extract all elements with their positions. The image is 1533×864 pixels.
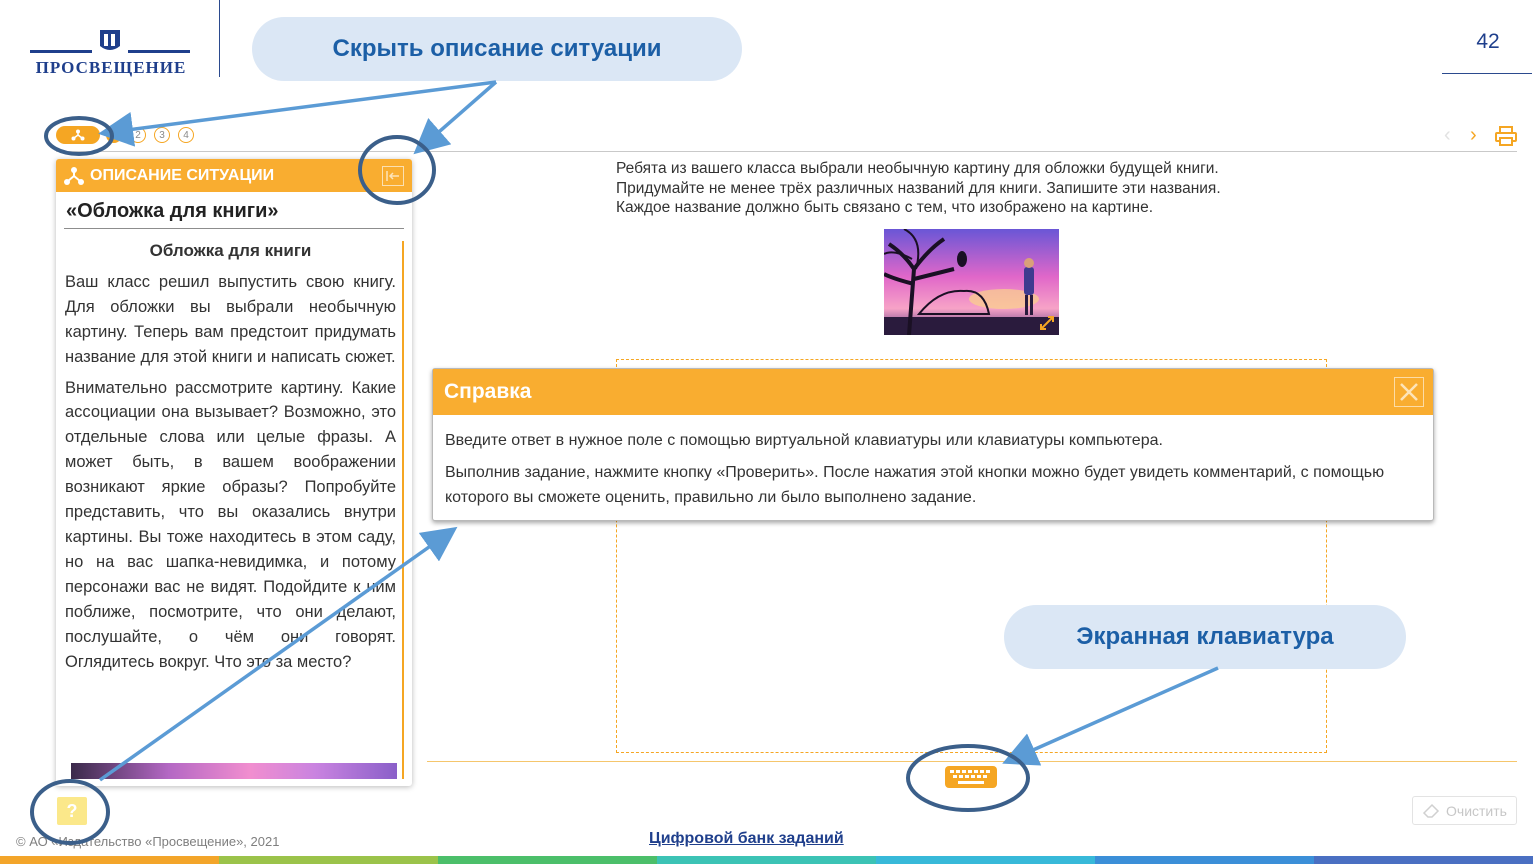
- eraser-icon: [1422, 803, 1440, 819]
- publisher-logo: [28, 24, 193, 82]
- situation-icon: [64, 167, 84, 185]
- header-divider: [219, 0, 220, 77]
- task-line-3: Каждое название должно быть связано с тем, что изображено на картине.: [616, 199, 1154, 216]
- tab-task-3[interactable]: 3: [154, 127, 170, 143]
- expand-icon[interactable]: [1039, 315, 1055, 331]
- page-number: 42: [1476, 30, 1500, 53]
- situation-paragraph-2: Внимательно рассмотрите картину. Какие ассоциации она вызывает? Возможно, это отдельные слова или целые фразы. А может быть, в вашем воображении возникают яркие образы? Попробуйте представить, что вы оказались внутри картины. Вы тоже находитесь в этом саду, но на вас шапка-невидимка, и потому персонажи вас не видят. Подойдите к ним поближе, посмотрите, что они делают, послушайте, о чём они говорят. Оглядитесь вокруг. Что это за место?: [65, 378, 396, 671]
- annotation-arrow-tab: [112, 82, 496, 132]
- help-dialog-title: Справка: [444, 380, 532, 403]
- task-line-1: Ребята из вашего класса выбрали необычную картину для обложки будущей книги.: [616, 160, 1219, 177]
- copyright-text: © АО «Издательство «Просвещение», 2021: [16, 834, 280, 849]
- tab-task-1[interactable]: [106, 127, 122, 143]
- annotation-arrow-collapse: [424, 82, 496, 145]
- collapse-panel-button[interactable]: [382, 166, 404, 186]
- callout-onscreen-keyboard: Экранная клавиатура: [1004, 605, 1406, 669]
- print-icon[interactable]: [1495, 126, 1517, 146]
- brand-name: ПРОСВЕЩЕНИЕ: [35, 58, 187, 77]
- situation-text: [65, 239, 396, 680]
- task-line-2: Придумайте не менее трёх различных названий для книги. Запишите эти названия.: [616, 179, 1221, 197]
- footer-color-stripe: [0, 856, 1533, 864]
- situation-panel: [56, 159, 412, 786]
- nav-divider: [56, 151, 1517, 152]
- help-dialog-body: [433, 415, 1433, 510]
- logo-bar-left: [30, 50, 92, 53]
- clear-button[interactable]: [1412, 796, 1517, 825]
- situation-icon: [71, 129, 85, 141]
- help-dialog-header: [433, 369, 1433, 415]
- help-text-2: Выполнив задание, нажмите кнопку «Проверить». После нажатия этой кнопки можно будет увидеть комментарий, с помощью которого вы сможете оценить, правильно ли было выполнено задание.: [445, 464, 1385, 506]
- close-icon: [1399, 382, 1419, 402]
- cover-picture[interactable]: [884, 229, 1059, 335]
- title-divider: [64, 228, 404, 229]
- situation-panel-header-label: ОПИСАНИЕ СИТУАЦИИ: [90, 166, 275, 184]
- bottom-divider: [427, 761, 1517, 762]
- task-description: [616, 159, 1316, 218]
- digital-bank-link[interactable]: Цифровой банк заданий: [649, 830, 844, 847]
- help-button[interactable]: ?: [57, 797, 87, 825]
- help-dialog: [432, 368, 1434, 521]
- callout-hide-description: Скрыть описание ситуации: [252, 17, 742, 81]
- tab-task-2[interactable]: 2: [130, 127, 146, 143]
- logo-emblem-icon: [96, 26, 124, 54]
- situation-paragraph-1: Ваш класс решил выпустить свою книгу. Для обложки вы выбрали необычную картину. Теперь вам предстоит придумать название для этой книги и написать сюжет.: [65, 272, 396, 366]
- logo-bar-right: [128, 50, 190, 53]
- situation-title: «Обложка для книги»: [66, 200, 279, 222]
- tab-task-4[interactable]: 4: [178, 127, 194, 143]
- collapse-panel-icon: [386, 170, 400, 182]
- panel-scrollbar[interactable]: [402, 241, 404, 779]
- chevron-right-icon[interactable]: ›: [1470, 124, 1477, 146]
- tab-situation[interactable]: [56, 126, 100, 144]
- chevron-left-icon[interactable]: ‹: [1444, 124, 1451, 146]
- keyboard-icon[interactable]: [944, 765, 998, 789]
- situation-subtitle: Обложка для книги: [149, 241, 312, 260]
- cover-picture-art: [884, 229, 1059, 335]
- clear-button-label: Очистить: [1446, 802, 1507, 819]
- help-text-1: Введите ответ в нужное поле с помощью виртуальной клавиатуры или клавиатуры компьютера.: [445, 432, 1163, 449]
- page-number-underline: [1442, 73, 1532, 74]
- situation-picture-preview: [71, 763, 397, 779]
- situation-panel-header: [56, 159, 412, 192]
- close-button[interactable]: [1394, 377, 1424, 407]
